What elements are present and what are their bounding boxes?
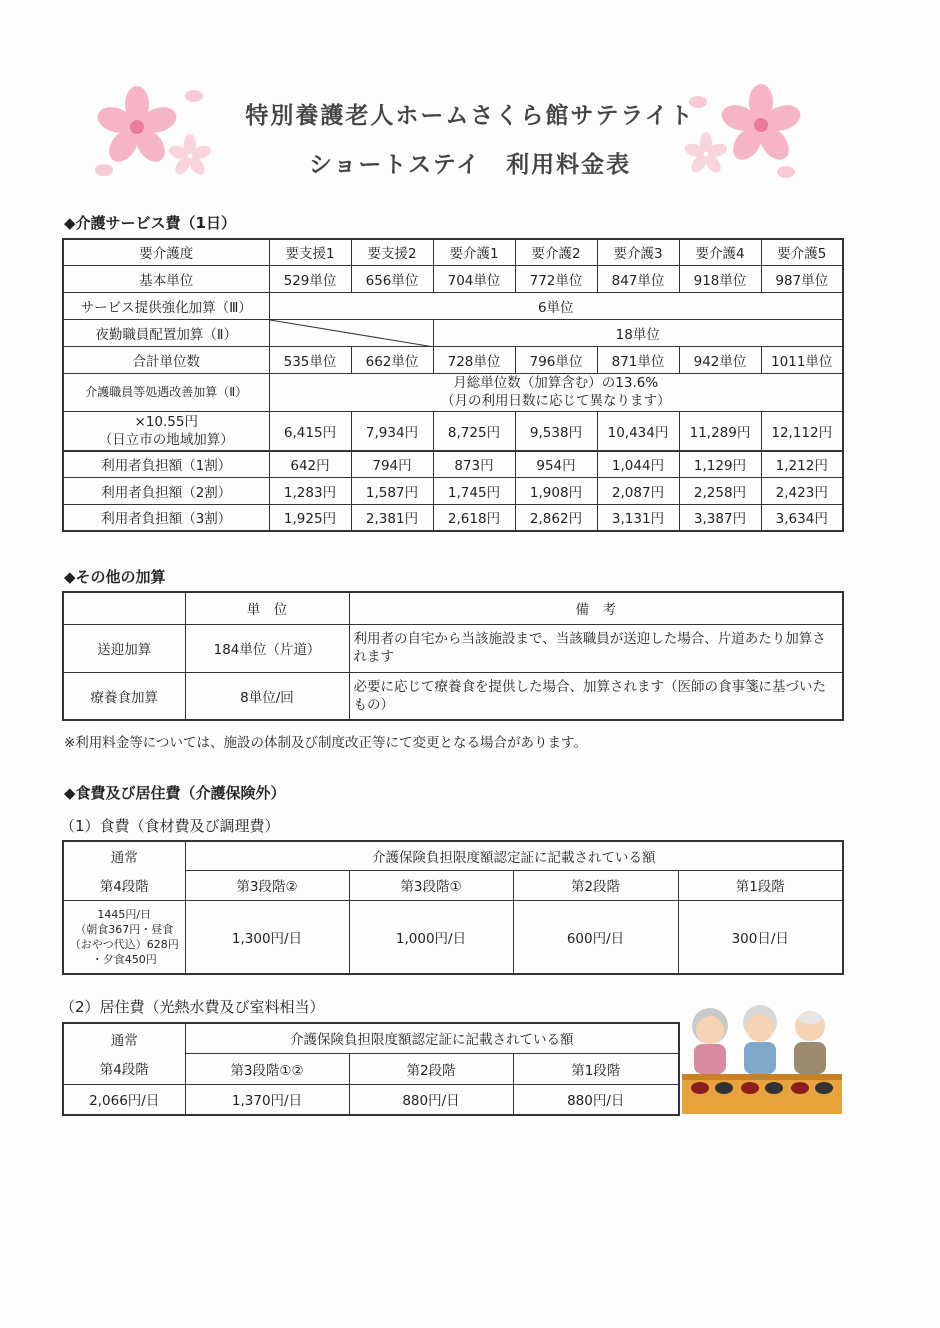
care-fee-heading: ◆介護サービス費（1日） xyxy=(64,214,236,232)
table-cell: 1,212円 xyxy=(761,451,843,477)
table-row xyxy=(63,451,843,477)
row-label xyxy=(63,411,269,451)
table-cell: 1,129円 xyxy=(679,451,761,477)
stage4-value-line: （おやつ代込）628円 xyxy=(69,937,179,951)
table-cell: 662単位 xyxy=(351,346,433,373)
table-row xyxy=(63,411,843,451)
row-label: 夜勤職員配置加算（Ⅱ） xyxy=(63,319,269,346)
table-cell: 656単位 xyxy=(351,265,433,292)
stage-header: 第3段階② xyxy=(185,870,349,900)
table-cell: 535単位 xyxy=(269,346,351,373)
table-cell: 184単位（片道） xyxy=(185,624,349,672)
row-label: 送迎加算 xyxy=(63,624,185,672)
normal-label: 通常 xyxy=(63,1023,185,1053)
table-cell: 880円/日 xyxy=(349,1084,513,1115)
stage-header: 第3段階①② xyxy=(185,1053,349,1084)
table-row xyxy=(63,292,843,319)
table-cell: 7,934円 xyxy=(351,411,433,451)
row-label: 療養食加算 xyxy=(63,672,185,720)
col-header: 要介護4 xyxy=(679,239,761,265)
food-table xyxy=(62,840,844,975)
improve-line2: （月の利用日数に応じて異なります） xyxy=(441,393,671,409)
other-heading: ◆その他の加算 xyxy=(64,568,166,586)
table-row xyxy=(63,870,843,900)
yen-label-line2: （日立市の地域加算） xyxy=(98,431,234,448)
table-cell: 880円/日 xyxy=(513,1084,679,1115)
table-cell: 12,112円 xyxy=(761,411,843,451)
table-cell: 2,618円 xyxy=(433,504,515,531)
col-header-unit: 単 位 xyxy=(185,592,349,624)
table-cell: 1011単位 xyxy=(761,346,843,373)
table-row xyxy=(63,265,843,292)
row-label: 介護職員等処遇改善加算（Ⅱ） xyxy=(63,373,269,411)
table-cell: 918単位 xyxy=(679,265,761,292)
col-header: 要介護2 xyxy=(515,239,597,265)
diagonal-empty-cell xyxy=(269,319,433,346)
table-cell: 3,131円 xyxy=(597,504,679,531)
food-living-heading: ◆食費及び居住費（介護保険外） xyxy=(64,784,286,802)
table-cell: 2,087円 xyxy=(597,477,679,504)
table-row xyxy=(63,319,843,346)
table-cell: 2,423円 xyxy=(761,477,843,504)
table-row xyxy=(63,373,843,411)
table-row xyxy=(63,1023,679,1053)
stage4-value-line: （朝食367円・昼食 xyxy=(75,922,174,936)
table-cell: 796単位 xyxy=(515,346,597,373)
table-cell: 1,587円 xyxy=(351,477,433,504)
table-cell: 794円 xyxy=(351,451,433,477)
table-cell: 847単位 xyxy=(597,265,679,292)
table-cell: 704単位 xyxy=(433,265,515,292)
table-row xyxy=(63,1053,679,1084)
stage-header: 第1段階 xyxy=(678,870,843,900)
care-fee-table xyxy=(62,238,844,532)
col-header: 要介護5 xyxy=(761,239,843,265)
row-label: 利用者負担額（1割） xyxy=(63,451,269,477)
food-subheading: （1）食費（食材費及び調理費） xyxy=(60,817,280,835)
col-header: 要支援1 xyxy=(269,239,351,265)
row-label: 合計単位数 xyxy=(63,346,269,373)
elderly-eating-illustration xyxy=(682,996,842,1118)
yen-label-line1: ×10.55円 xyxy=(134,413,198,430)
table-cell: 2,066円/日 xyxy=(63,1084,185,1115)
living-table xyxy=(62,1022,680,1116)
other-header-row xyxy=(63,592,843,624)
table-cell: 1,925円 xyxy=(269,504,351,531)
table-cell: 1,300円/日 xyxy=(185,900,349,974)
table-cell: 300日/日 xyxy=(678,900,843,974)
footnote: ※利用料金等については、施設の体制及び制度改正等にて変更となる場合があります。 xyxy=(64,735,587,751)
other-table xyxy=(62,591,844,721)
table-cell: 1,370円/日 xyxy=(185,1084,349,1115)
page-title-line2: ショートステイ 利用料金表 xyxy=(308,152,632,178)
table-cell: 18単位 xyxy=(433,319,843,346)
table-cell: 1,044円 xyxy=(597,451,679,477)
row-label: 利用者負担額（3割） xyxy=(63,504,269,531)
table-row xyxy=(63,346,843,373)
stage-header: 第1段階 xyxy=(513,1053,679,1084)
table-cell: 8単位/回 xyxy=(185,672,349,720)
table-cell: 1,908円 xyxy=(515,477,597,504)
table-cell: 2,258円 xyxy=(679,477,761,504)
table-cell: 871単位 xyxy=(597,346,679,373)
table-row xyxy=(63,900,843,974)
row-label: サービス提供強化加算（Ⅲ） xyxy=(63,292,269,319)
table-cell: 954円 xyxy=(515,451,597,477)
normal-label: 通常 xyxy=(63,841,185,870)
stage4-value-line: ・夕食450円 xyxy=(91,952,157,966)
stage4-value-line: 1445円/日 xyxy=(97,907,152,921)
col-header: 要支援2 xyxy=(351,239,433,265)
table-cell: 1,745円 xyxy=(433,477,515,504)
table-row xyxy=(63,672,843,720)
row-label: 利用者負担額（2割） xyxy=(63,477,269,504)
diagonal-line xyxy=(270,320,434,347)
col-header: 要介護1 xyxy=(433,239,515,265)
stage4-value-cell xyxy=(63,900,185,974)
table-cell: 873円 xyxy=(433,451,515,477)
table-cell: 1,283円 xyxy=(269,477,351,504)
table-cell: 772単位 xyxy=(515,265,597,292)
cert-header: 介護保険負担限度額認定証に記載されている額 xyxy=(185,841,843,870)
table-row xyxy=(63,1084,679,1115)
table-cell: 6単位 xyxy=(269,292,843,319)
table-cell: 728単位 xyxy=(433,346,515,373)
table-cell: 642円 xyxy=(269,451,351,477)
stage4-label: 第4段階 xyxy=(63,1053,185,1084)
col-header: 要介護度 xyxy=(63,239,269,265)
stage-header: 第2段階 xyxy=(349,1053,513,1084)
table-cell: 600円/日 xyxy=(513,900,678,974)
table-row xyxy=(63,477,843,504)
table-cell: 3,387円 xyxy=(679,504,761,531)
col-header: 要介護3 xyxy=(597,239,679,265)
table-cell: 2,381円 xyxy=(351,504,433,531)
care-fee-header-row xyxy=(63,239,843,265)
table-cell: 11,289円 xyxy=(679,411,761,451)
table-cell: 2,862円 xyxy=(515,504,597,531)
table-cell: 3,634円 xyxy=(761,504,843,531)
table-cell: 987単位 xyxy=(761,265,843,292)
table-cell: 8,725円 xyxy=(433,411,515,451)
table-cell: 529単位 xyxy=(269,265,351,292)
table-cell: 942単位 xyxy=(679,346,761,373)
table-row xyxy=(63,841,843,870)
improve-line1: 月総単位数（加算含む）の13.6% xyxy=(453,375,659,391)
table-cell: 6,415円 xyxy=(269,411,351,451)
col-header-note: 備 考 xyxy=(349,592,843,624)
stage4-label: 第4段階 xyxy=(63,870,185,900)
note-cell: 利用者の自宅から当該施設まで、当該職員が送迎した場合、片道あたり加算されます xyxy=(349,624,843,672)
table-row xyxy=(63,624,843,672)
page-title-line1: 特別養護老人ホームさくら館サテライト xyxy=(245,103,695,129)
note-cell: 必要に応じて療養食を提供した場合、加算されます（医師の食事箋に基づいたもの） xyxy=(349,672,843,720)
table-cell: 1,000円/日 xyxy=(349,900,513,974)
improve-cell xyxy=(269,373,843,411)
row-label: 基本単位 xyxy=(63,265,269,292)
living-subheading: （2）居住費（光熱水費及び室料相当） xyxy=(60,998,325,1016)
table-cell: 10,434円 xyxy=(597,411,679,451)
stage-header: 第2段階 xyxy=(513,870,678,900)
stage-header: 第3段階① xyxy=(349,870,513,900)
empty-cell xyxy=(63,592,185,624)
table-row xyxy=(63,504,843,531)
cert-header: 介護保険負担限度額認定証に記載されている額 xyxy=(185,1023,679,1053)
table-cell: 9,538円 xyxy=(515,411,597,451)
